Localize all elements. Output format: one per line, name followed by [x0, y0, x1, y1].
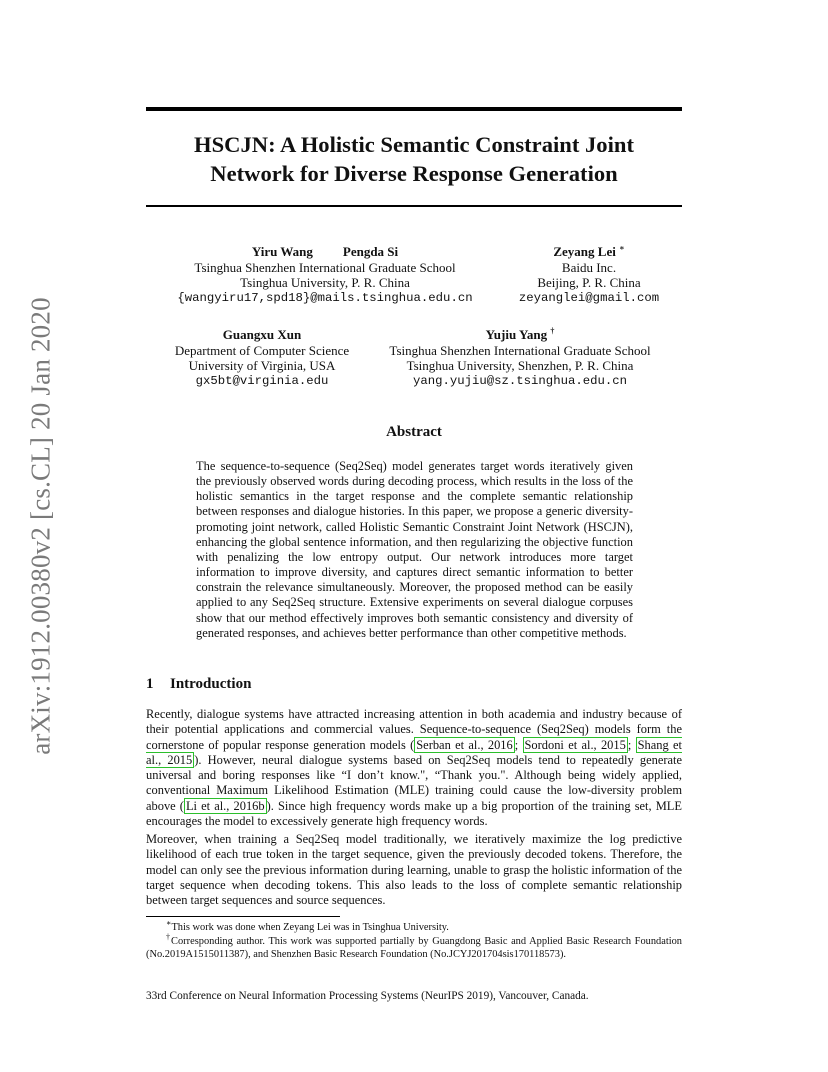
- author-email[interactable]: gx5bt@virginia.edu: [195, 373, 329, 388]
- title-line-2: Network for Diverse Response Generation: [210, 161, 618, 186]
- author-name: Zeyang Lei: [553, 244, 616, 259]
- footnote-2: [146, 932, 682, 961]
- intro-paragraph-1: [146, 707, 682, 829]
- title-bottom-rule: [146, 205, 682, 207]
- author-email[interactable]: yang.yujiu@sz.tsinghua.edu.cn: [412, 373, 627, 388]
- title-line-1: HSCJN: A Holistic Semantic Constraint Joint: [194, 132, 634, 157]
- author-affiliation: Tsinghua University, Shenzhen, P. R. China: [406, 358, 634, 373]
- arxiv-identifier: arXiv:1912.00380v2 [cs.CL] 20 Jan 2020: [25, 297, 56, 755]
- author-group-xun: [168, 327, 356, 389]
- footnote-mark: †: [550, 326, 555, 336]
- author-affiliation: Department of Computer Science: [174, 342, 350, 358]
- author-affiliation: Beijing, P. R. China: [537, 275, 641, 290]
- footnote-rule: [146, 916, 340, 917]
- author-affiliation: University of Virginia, USA: [188, 358, 336, 373]
- author-affiliation: Tsinghua Shenzhen International Graduate School: [194, 259, 456, 275]
- footnote-mark: ∗: [619, 243, 625, 253]
- author-affiliation: Tsinghua University, P. R. China: [240, 275, 410, 290]
- footnote-1: [146, 918, 682, 934]
- footnote-text: This work was done when Zeyang Lei was in Tsinghua University.: [171, 922, 449, 933]
- author-affiliation: Baidu Inc.: [561, 259, 617, 275]
- title-top-rule: [146, 107, 682, 111]
- section-heading: [146, 676, 251, 693]
- author-affiliation: Tsinghua Shenzhen International Graduate School: [389, 342, 651, 358]
- citation-link[interactable]: Shang et al., 2015: [146, 737, 682, 767]
- author-names: [161, 244, 489, 260]
- author-group-yang: [378, 327, 662, 389]
- paragraph-text: ). Since high frequency words make up a big proportion of the training set, MLE encourages the model to excessively generate high frequency words.: [146, 798, 682, 829]
- citation-link[interactable]: Sordoni et al., 2015: [524, 737, 626, 752]
- citation-separator: ;: [627, 737, 636, 752]
- author-name: Yujiu Yang: [485, 327, 548, 342]
- footnote-mark: †: [166, 932, 172, 942]
- author-name: Yiru Wang: [251, 244, 313, 259]
- author-name: Guangxu Xun: [222, 327, 302, 342]
- paragraph-text: Recently, dialogue systems have attracted increasing attention in both academia and industry because of their potential applications and commercial values. Sequence-to-sequence (Seq2Seq) models form the cornerstone of popular response generation models (: [146, 707, 682, 752]
- abstract-text: The sequence-to-sequence (Seq2Seq) model generates target words iteratively given the previously observed words during decoding process, which results in the loss of the holistic semantics in the target response and the complete semantic relationship between responses and dialogue histories. In this paper, we propose a generic diversity-promoting joint network, called Holistic Semantic Constraint Joint Network (HSCJN), enhancing the global sentence information, and then regularizing the objective function with penalizing the low entropy output. Our network introduces more target information to improve diversity, and captures direct semantic information to better constrain the relevance simultaneously. Moreover, the proposed method can be easily applied to any Seq2Seq structure. Extensive experiments on several dialogue corpuses show that our method effectively improves both semantic consistency and diversity of generated responses, and achieves better performance than other competitive methods.: [196, 459, 633, 640]
- section-title: Introduction: [170, 676, 252, 692]
- author-group-wang-si: [161, 244, 489, 306]
- author-email[interactable]: zeyanglei@gmail.com: [518, 290, 660, 305]
- citation-separator: ;: [514, 737, 523, 752]
- venue-line: 33rd Conference on Neural Information Processing Systems (NeurIPS 2019), Vancouver, Canada.: [146, 990, 589, 1002]
- citation-link[interactable]: Li et al., 2016b: [185, 798, 265, 813]
- author-group-lei: [508, 244, 670, 306]
- intro-paragraph-2: Moreover, when training a Seq2Seq model traditionally, we iteratively maximize the log predictive likelihood of each true token in the target sequence, given the previously decoded tokens. Therefore, the model can only see the previous information during learning, unable to grasp the holistic information of the target sequence when decoding tokens. This also leads to the loss of complete semantic relationship between target sequences and source sequences.: [146, 832, 682, 908]
- paper-title: [146, 130, 682, 188]
- section-number: 1: [146, 676, 154, 692]
- footnote-text: Corresponding author. This work was supported partially by Guangdong Basic and Applied Basic Research Foundation (No.2019A1515011387), and Shenzhen Basic Research Foundation (No.JCYJ201704sis170118573).: [146, 936, 682, 960]
- paragraph-text: ). However, neural dialogue systems based on Seq2Seq models tend to repeatedly generate universal and boring responses like “I don’t know.", “Thank you.". Although being widely applied, conventional Maximum Likelihood Estimation (MLE) training could cause the low-diversity problem above (: [146, 752, 682, 813]
- abstract-heading: Abstract: [386, 424, 442, 440]
- footnote-mark: ∗: [166, 918, 172, 928]
- citation-link[interactable]: Serban et al., 2016: [416, 737, 513, 752]
- arxiv-sidebar: [0, 0, 70, 1072]
- author-email[interactable]: {wangyiru17,spd18}@mails.tsinghua.edu.cn: [177, 290, 473, 305]
- author-name: Pengda Si: [342, 244, 399, 259]
